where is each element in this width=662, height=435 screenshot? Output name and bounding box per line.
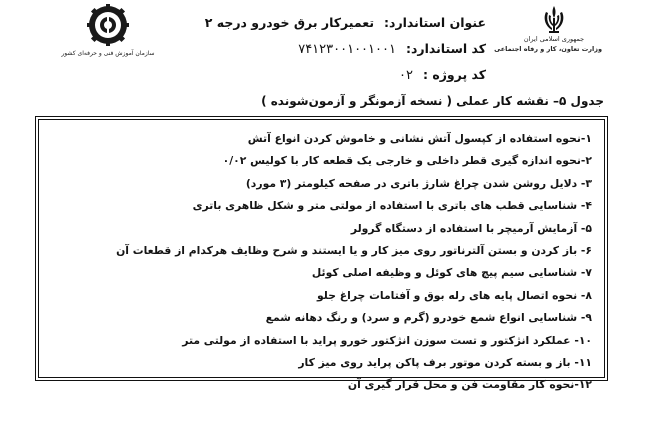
- table-title: جدول ۵– نقشه کار عملی ( نسخه آزمونگر و آزمون‌شونده ): [261, 94, 604, 108]
- standard-title-row: [204, 12, 486, 38]
- standard-code-row: [216, 38, 486, 64]
- list-item: ۳- دلایل روشن شدن چراغ شارژ باتری در صفحه کیلومتر (۳ مورد): [245, 176, 592, 190]
- project-code-row: [216, 64, 486, 90]
- project-code-label: کد پروژه :: [422, 67, 486, 82]
- task-list-inner-frame: [38, 119, 605, 392]
- standard-code-label: کد استاندارد:: [405, 41, 486, 56]
- list-item: ۱۲-نحوه کار مقاومت فن و محل قرار گیری آن: [347, 378, 592, 392]
- list-item: ۱۱- باز و بسته کردن موتور برف پاکن پراید روی میز کار: [298, 355, 592, 369]
- list-item: ۷- شناسایی سیم پیچ های کوئل و وظیفه اصلی کوئل: [311, 266, 592, 280]
- organization-logo: [58, 2, 158, 64]
- standard-title-value: تعمیرکار برق خودرو درجه ۲: [204, 15, 375, 30]
- list-item: ۹- شناسایی انواع شمع خودرو (گرم و سرد) و رنگ دهانه شمع: [265, 311, 592, 325]
- task-list: [116, 128, 592, 397]
- list-item: ۲-نحوه اندازه گیری قطر داخلی و خارجی یک قطعه کار با کولیس ۰/۰۲: [222, 154, 592, 168]
- list-item: ۶- باز کردن و بستن آلترناتور روی میز کار و یا ایستند و شرح وظایف هرکدام از قطعات آن: [116, 243, 592, 257]
- list-item: ۸- نحوه اتصال پایه های رله بوق و آفتامات چراغ جلو: [317, 288, 592, 302]
- emblem-ministry-text: وزارت تعاون، کار و رفاه اجتماعی: [494, 45, 602, 53]
- standard-title-label: عنوان استاندارد:: [384, 15, 486, 30]
- gear-emblem-icon: [80, 2, 136, 48]
- project-code-value: ۰۲: [399, 68, 413, 83]
- iran-emblem-icon: [541, 4, 567, 34]
- list-item: ۱۰- عملکرد انژکتور و تست سوزن انژکتور خورو پراید با استفاده از مولتی متر: [182, 333, 592, 347]
- organization-caption: سازمان آموزش فنی و حرفه‌ای کشور: [61, 50, 155, 57]
- task-list-frame: [35, 116, 608, 392]
- ministry-emblem: [494, 4, 602, 68]
- standard-info: [204, 12, 486, 90]
- emblem-country-text: جمهوری اسلامی ایران: [523, 35, 585, 43]
- standard-code-value: ۷۴۱۲۳۰۰۱۰۰۱۰۰۱: [298, 42, 396, 57]
- list-item: ۵- آزمایش آرمیچر با استفاده از دستگاه گرولر: [350, 221, 592, 235]
- list-item: ۱-نحوه استفاده از کپسول آتش نشانی و خاموش کردن انواع آتش: [247, 132, 592, 145]
- list-item: ۴- شناسایی قطب های باتری با استفاده از مولتی متر و شکل ظاهری باتری: [192, 199, 592, 213]
